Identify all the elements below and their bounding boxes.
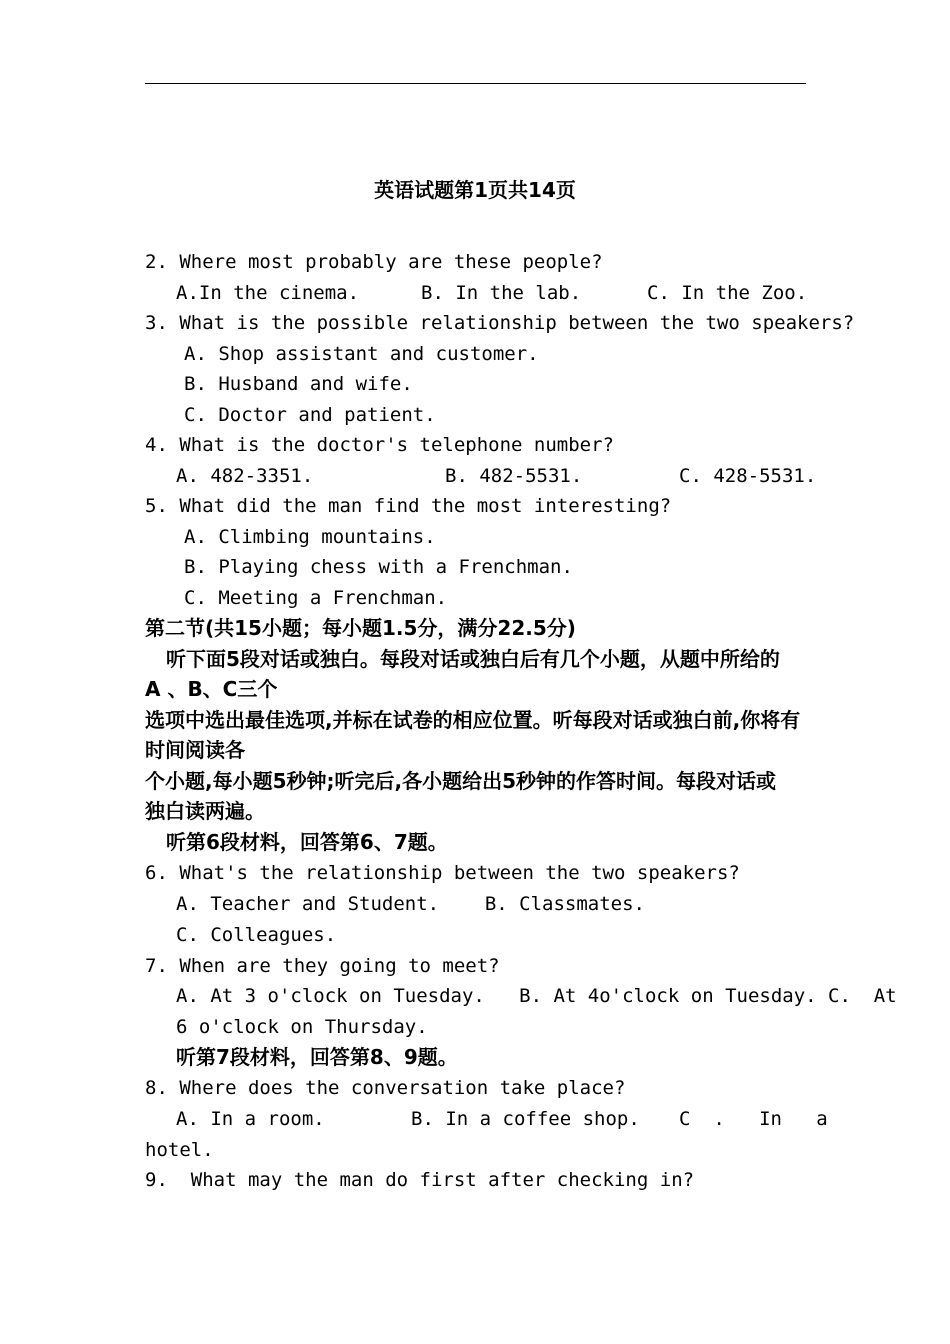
section-2-instruction-line-5: 个小题,每小题5秒钟;听完后,各小题给出5秒钟的作答时间。每段对话或 bbox=[145, 769, 777, 793]
question-2-option-b: B. In the lab. bbox=[421, 282, 582, 304]
question-5-option-a: A. Climbing mountains. bbox=[184, 526, 436, 548]
question-8-stem: 8. Where does the conversation take place? bbox=[145, 1077, 626, 1099]
question-4-option-b: B. 482-5531. bbox=[445, 465, 583, 487]
question-6-option-c: C. Colleagues. bbox=[176, 924, 337, 946]
material-7-heading: 听第7段材料，回答第8、9题。 bbox=[176, 1045, 458, 1069]
question-8-option-b: B. In a coffee shop. bbox=[411, 1108, 640, 1130]
question-8-option-c: C . In a bbox=[679, 1108, 828, 1130]
section-2-instruction-line-2: A 、B、C三个 bbox=[145, 677, 278, 701]
question-9-stem: 9. What may the man do first after checking in? bbox=[145, 1169, 695, 1191]
question-6-stem: 6. What's the relationship between the two speakers? bbox=[145, 862, 740, 884]
top-rule bbox=[145, 83, 806, 84]
page-header: 英语试题第1页共14页 bbox=[374, 178, 576, 202]
question-3-option-b: B. Husband and wife. bbox=[184, 373, 413, 395]
question-3-option-c: C. Doctor and patient. bbox=[184, 404, 436, 426]
question-4-stem: 4. What is the doctor's telephone number? bbox=[145, 434, 614, 456]
question-7-stem: 7. When are they going to meet? bbox=[145, 955, 500, 977]
section-2-instruction-line-6: 独白读两遍。 bbox=[145, 799, 265, 823]
question-7-options: A. At 3 o'clock on Tuesday. B. At 4o'clock on Tuesday. C. At bbox=[176, 985, 897, 1007]
material-6-heading: 听第6段材料，回答第6、7题。 bbox=[166, 830, 448, 854]
question-7-option-c-continued: 6 o'clock on Thursday. bbox=[176, 1016, 428, 1038]
question-5-option-c: C. Meeting a Frenchman. bbox=[184, 587, 448, 609]
question-4-option-c: C. 428-5531. bbox=[679, 465, 817, 487]
question-2-option-a: A.In the cinema. bbox=[176, 282, 360, 304]
section-2-instruction-line-4: 时间阅读各 bbox=[145, 738, 245, 762]
question-3-option-a: A. Shop assistant and customer. bbox=[184, 343, 539, 365]
question-2-option-c: C. In the Zoo. bbox=[647, 282, 808, 304]
question-6-options-ab: A. Teacher and Student. B. Classmates. bbox=[176, 893, 645, 915]
question-5-option-b: B. Playing chess with a Frenchman. bbox=[184, 556, 573, 578]
section-2-title: 第二节(共15小题；每小题1.5分，满分22.5分) bbox=[145, 616, 576, 640]
section-2-instruction-line-3: 选项中选出最佳选项,并标在试卷的相应位置。听每段对话或独白前,你将有 bbox=[145, 708, 801, 732]
question-8-option-a: A. In a room. bbox=[176, 1108, 325, 1130]
question-4-option-a: A. 482-3351. bbox=[176, 465, 314, 487]
question-8-option-c-continued: hotel. bbox=[145, 1139, 214, 1161]
question-5-stem: 5. What did the man find the most interesting? bbox=[145, 495, 672, 517]
section-2-instruction-line-1: 听下面5段对话或独白。每段对话或独白后有几个小题，从题中所给的 bbox=[166, 647, 780, 671]
question-2-stem: 2. Where most probably are these people? bbox=[145, 251, 603, 273]
question-3-stem: 3. What is the possible relationship between the two speakers? bbox=[145, 312, 855, 334]
